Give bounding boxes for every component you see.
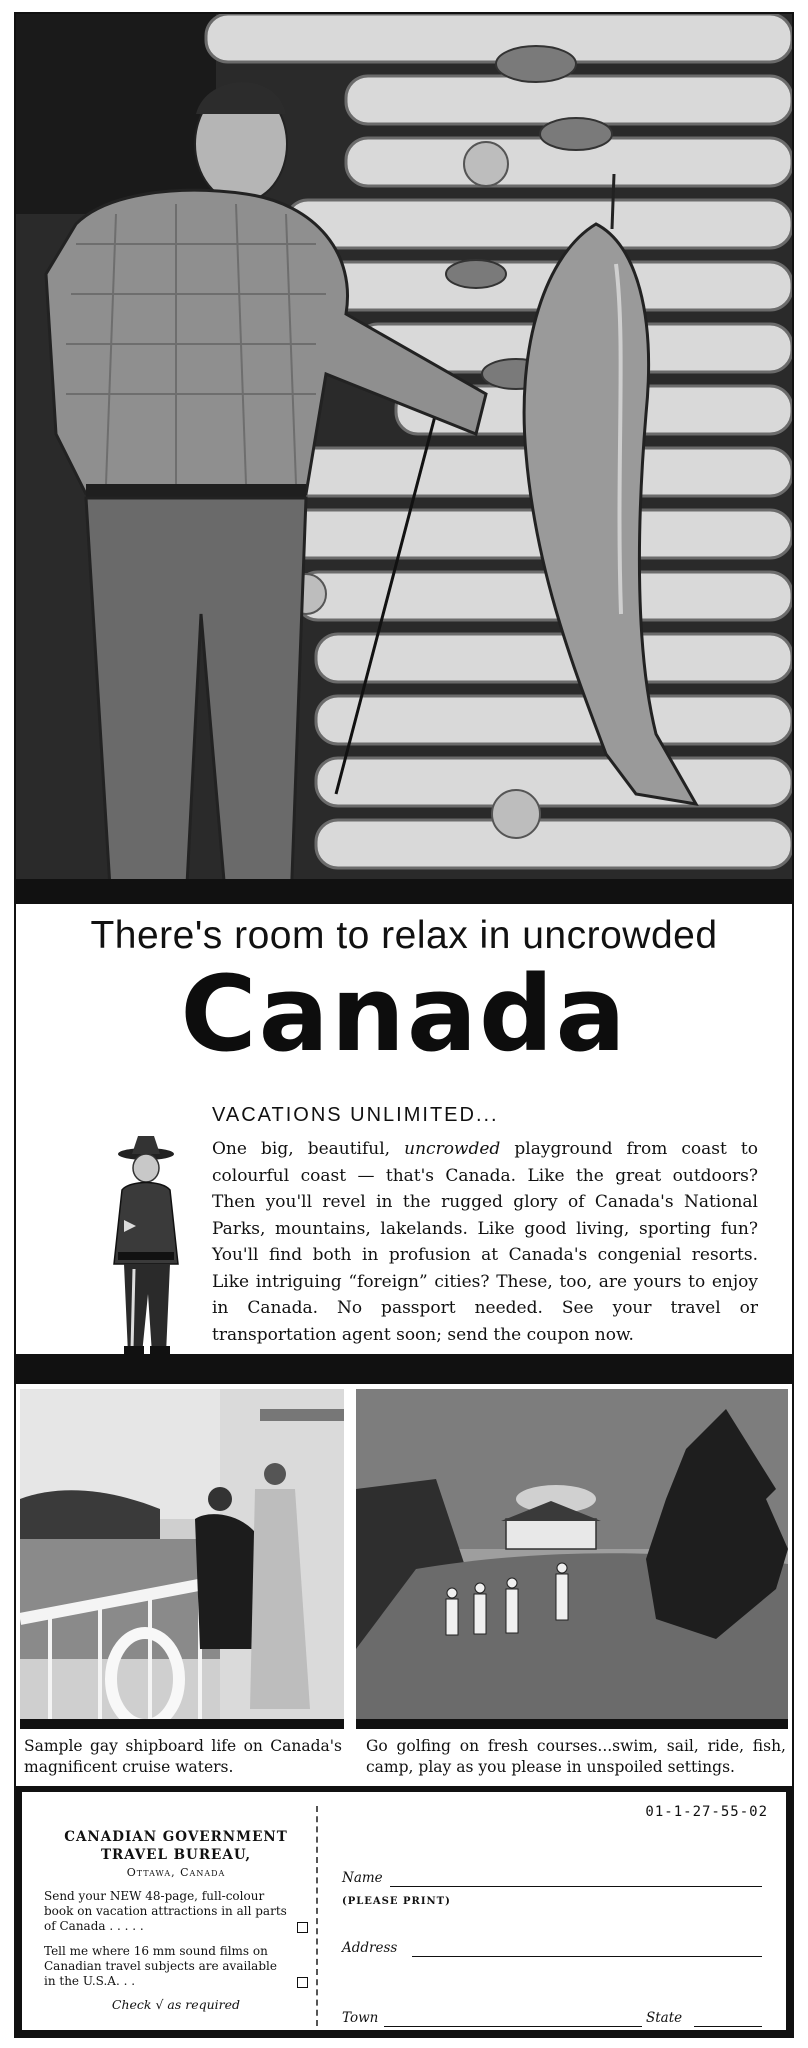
cruise-caption: Sample gay shipboard life on Canada's magnificent cruise waters. xyxy=(24,1737,342,1776)
body-text-part1: One big, beautiful, xyxy=(212,1139,391,1159)
subheading: VACATIONS UNLIMITED... xyxy=(212,1104,499,1126)
check-instructions: Check √ as required xyxy=(111,1997,241,2012)
coupon-option-films[interactable] xyxy=(44,1944,308,1989)
body-text-emphasis: uncrowded xyxy=(404,1139,501,1159)
cruise-photo-illustration xyxy=(20,1389,344,1729)
name-field[interactable] xyxy=(390,1886,762,1887)
print-note: (PLEASE PRINT) xyxy=(342,1896,451,1907)
golf-photo-illustration xyxy=(356,1389,788,1729)
coupon-code: 01-1-27-55-02 xyxy=(645,1804,768,1820)
coupon-cut-line xyxy=(316,1806,318,2026)
state-field[interactable] xyxy=(694,2026,762,2027)
body-copy xyxy=(212,1136,758,1348)
address-field[interactable] xyxy=(412,1956,762,1957)
brand-title: Canada xyxy=(180,953,628,1075)
section-divider xyxy=(16,1354,792,1384)
advertisement-page xyxy=(14,12,794,2038)
body-text-part2: playground from coast to colourful coast — that's Canada. Like the great outdoors? Then you'll revel in the rugged glory of Canada's National Parks, mountains, lakelands. Like good living, sporting fun? You'll find both in profusion at Canada's congenial resorts. Like intriguing “foreign” cities? These, too, are yours to enjoy in Canada. No passport needed. See your travel or transportation agent soon; send the coupon now. xyxy=(212,1139,758,1345)
state-label: State xyxy=(646,2010,683,2026)
town-field[interactable] xyxy=(384,2026,642,2027)
golf-photo xyxy=(356,1389,788,1729)
mail-in-coupon xyxy=(16,1786,792,2036)
coupon-option-films-label: Tell me where 16 mm sound films on Canadian travel subjects are available in the U.S.A. . . xyxy=(44,1944,277,1988)
cruise-photo xyxy=(20,1389,344,1729)
coupon-option-book[interactable] xyxy=(44,1889,308,1934)
mountie-illustration xyxy=(94,1134,190,1364)
fisherman-photo-illustration xyxy=(16,14,792,904)
hero-photo xyxy=(16,14,792,904)
bureau-name-line2: TRAVEL BUREAU, xyxy=(100,1847,252,1863)
bureau-city: Ottawa, Canada xyxy=(126,1866,226,1879)
coupon-option-book-label: Send your NEW 48-page, full-colour book on vacation attractions in all parts of Canada . . . . . xyxy=(44,1889,287,1933)
headline: There's room to relax in uncrowded xyxy=(90,914,718,957)
town-label: Town xyxy=(342,2010,379,2026)
coupon-info xyxy=(44,1828,308,2012)
checkbox-films[interactable] xyxy=(297,1977,308,1988)
bureau-name-line1: CANADIAN GOVERNMENT xyxy=(64,1829,288,1845)
golf-caption: Go golfing on fresh courses...swim, sail, ride, fish, camp, play as you please in unspoiled settings. xyxy=(366,1737,786,1776)
address-label: Address xyxy=(342,1940,398,1956)
name-label: Name xyxy=(342,1870,383,1886)
checkbox-book[interactable] xyxy=(297,1922,308,1933)
